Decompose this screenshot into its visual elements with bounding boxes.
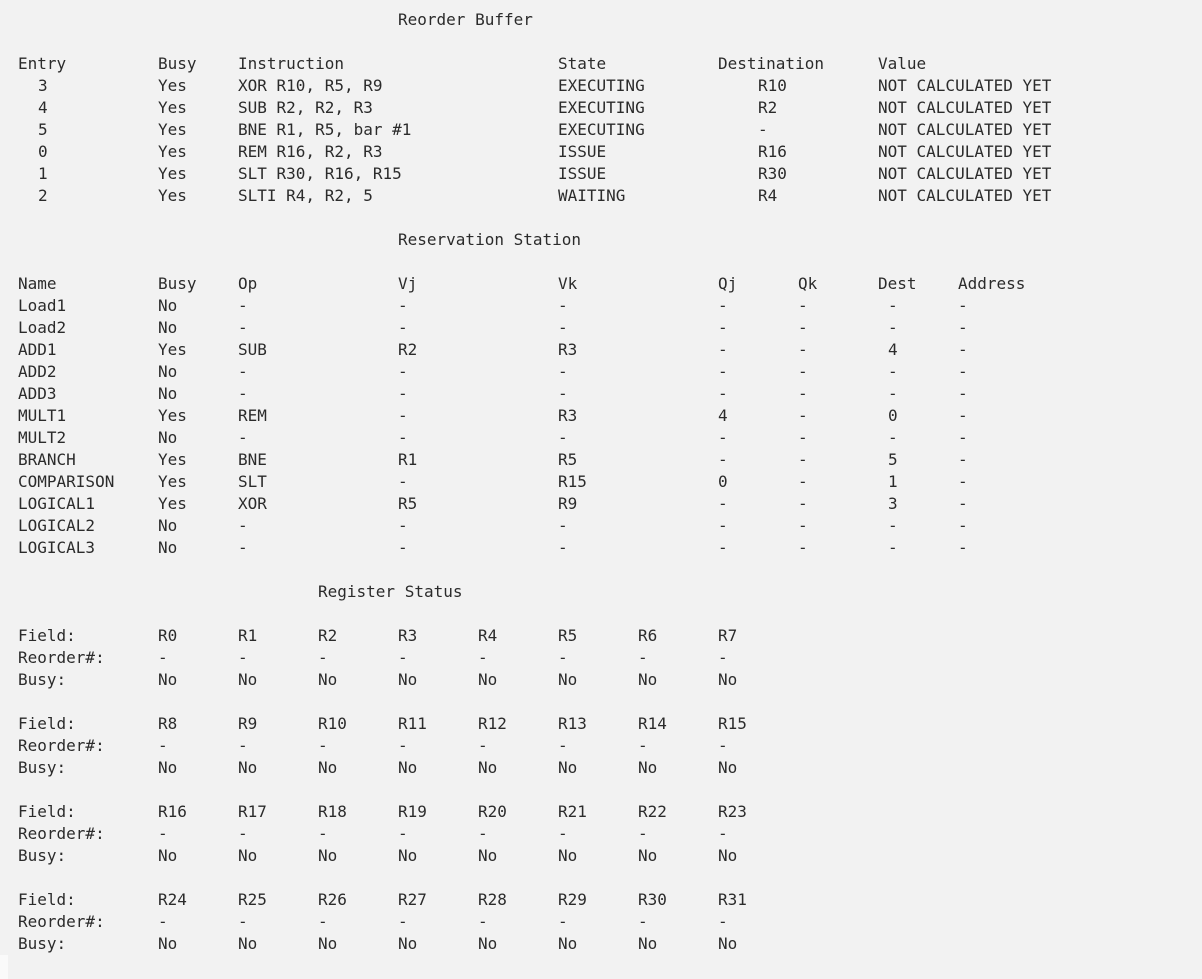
reg-busy: No — [318, 934, 338, 953]
rob-cell: Yes — [158, 98, 187, 117]
rs-cell: - — [958, 516, 968, 535]
reg-field: R20 — [478, 802, 507, 821]
rob-cell: 1 — [38, 164, 48, 183]
reg-busy: No — [558, 934, 578, 953]
rob-cell: XOR R10, R5, R9 — [238, 76, 383, 95]
rob-cell: ISSUE — [558, 142, 607, 161]
rob-cell: 2 — [38, 186, 48, 205]
rs-header-3: Vj — [398, 274, 418, 293]
reg-busy: No — [238, 934, 258, 953]
rs-cell: - — [888, 428, 898, 447]
rs-cell: R3 — [558, 406, 578, 425]
reg-field: R27 — [398, 890, 427, 909]
rs-cell: - — [958, 296, 968, 315]
rs-header-7: Dest — [878, 274, 917, 293]
rob-cell: Yes — [158, 186, 187, 205]
reg-field: R4 — [478, 626, 498, 645]
rs-cell: - — [558, 362, 568, 381]
rs-cell: - — [558, 538, 568, 557]
reg-reorder: - — [158, 912, 168, 931]
reg-reorder: - — [718, 824, 728, 843]
window-corner — [0, 955, 8, 979]
reg-field: R8 — [158, 714, 178, 733]
reg-field: R16 — [158, 802, 187, 821]
reg-field: R6 — [638, 626, 658, 645]
reg-busy: No — [558, 846, 578, 865]
rob-cell: WAITING — [558, 186, 626, 205]
rs-cell: - — [958, 494, 968, 513]
reg-field: R7 — [718, 626, 738, 645]
reg-field: R26 — [318, 890, 347, 909]
rs-cell: - — [558, 516, 568, 535]
rob-cell: R4 — [758, 186, 778, 205]
reg-busy: No — [638, 758, 658, 777]
rs-cell: - — [718, 538, 728, 557]
rob-cell: 3 — [38, 76, 48, 95]
reg-reorder: - — [158, 736, 168, 755]
reg-busy: No — [398, 758, 418, 777]
rs-cell: - — [798, 538, 808, 557]
rs-cell: 3 — [888, 494, 898, 513]
reg-reorder: - — [158, 648, 168, 667]
reg-field: R15 — [718, 714, 747, 733]
reg-busy: No — [638, 846, 658, 865]
rob-cell: 4 — [38, 98, 48, 117]
rs-cell: - — [798, 340, 808, 359]
reg-field: R0 — [158, 626, 178, 645]
rs-cell: - — [238, 516, 248, 535]
rs-cell: LOGICAL1 — [18, 494, 96, 513]
rs-cell: - — [958, 538, 968, 557]
reg-busy: No — [238, 670, 258, 689]
reg-reorder: - — [318, 736, 328, 755]
rob-cell: BNE R1, R5, bar #1 — [238, 120, 412, 139]
rs-cell: - — [718, 516, 728, 535]
rs-cell: Yes — [158, 406, 187, 425]
reg-field-label: Field: — [18, 802, 76, 821]
reg-reorder: - — [558, 824, 568, 843]
rs-cell: - — [798, 450, 808, 469]
reg-field: R2 — [318, 626, 338, 645]
rs-cell: No — [158, 362, 178, 381]
reg-field: R3 — [398, 626, 418, 645]
reg-reorder: - — [718, 912, 728, 931]
rs-header-2: Op — [238, 274, 258, 293]
rob-cell: - — [758, 120, 768, 139]
reg-reorder-label: Reorder#: — [18, 648, 105, 667]
rs-cell: 5 — [888, 450, 898, 469]
rob-cell: REM R16, R2, R3 — [238, 142, 383, 161]
rob-header-5: Value — [878, 54, 927, 73]
rs-cell: - — [958, 428, 968, 447]
rob-cell: EXECUTING — [558, 120, 645, 139]
rs-cell: - — [888, 516, 898, 535]
rs-cell: R2 — [398, 340, 418, 359]
rob-header-0: Entry — [18, 54, 67, 73]
rs-cell: - — [798, 494, 808, 513]
rob-cell: R30 — [758, 164, 787, 183]
rs-cell: MULT1 — [18, 406, 67, 425]
rob-cell: NOT CALCULATED YET — [878, 76, 1052, 95]
rs-cell: No — [158, 428, 178, 447]
rs-cell: No — [158, 296, 178, 315]
reg-reorder: - — [238, 912, 248, 931]
rs-cell: - — [718, 340, 728, 359]
rs-cell: - — [238, 428, 248, 447]
rs-cell: - — [558, 296, 568, 315]
reg-field: R22 — [638, 802, 667, 821]
rs-cell: SLT — [238, 472, 267, 491]
reg-reorder: - — [158, 824, 168, 843]
reg-reorder: - — [478, 736, 488, 755]
rob-cell: Yes — [158, 120, 187, 139]
reg-reorder: - — [398, 736, 408, 755]
rs-cell: - — [798, 296, 808, 315]
reg-busy: No — [478, 758, 498, 777]
reg-field-label: Field: — [18, 626, 76, 645]
rs-cell: - — [958, 472, 968, 491]
reg-field: R23 — [718, 802, 747, 821]
reg-reorder-label: Reorder#: — [18, 824, 105, 843]
rs-cell: REM — [238, 406, 267, 425]
rs-cell: - — [718, 428, 728, 447]
rs-cell: No — [158, 318, 178, 337]
rs-cell: - — [718, 362, 728, 381]
reg-reorder: - — [318, 824, 328, 843]
reg-field: R28 — [478, 890, 507, 909]
reg-reorder: - — [638, 824, 648, 843]
reg-field: R30 — [638, 890, 667, 909]
reg-busy: No — [158, 934, 178, 953]
rs-cell: - — [888, 538, 898, 557]
reg-field: R10 — [318, 714, 347, 733]
reg-field: R1 — [238, 626, 258, 645]
rob-cell: SLTI R4, R2, 5 — [238, 186, 373, 205]
rob-cell: SUB R2, R2, R3 — [238, 98, 373, 117]
rob-cell: ISSUE — [558, 164, 607, 183]
rs-cell: BRANCH — [18, 450, 76, 469]
reg-busy: No — [638, 670, 658, 689]
rs-cell: Yes — [158, 450, 187, 469]
reg-reorder: - — [638, 912, 648, 931]
rs-cell: BNE — [238, 450, 267, 469]
rs-cell: - — [558, 384, 568, 403]
rs-cell: R5 — [398, 494, 418, 513]
reg-field: R25 — [238, 890, 267, 909]
rob-header-3: State — [558, 54, 607, 73]
reg-busy: No — [718, 670, 738, 689]
rs-cell: - — [398, 318, 408, 337]
reg-field: R14 — [638, 714, 667, 733]
rs-cell: - — [718, 384, 728, 403]
reg-field: R21 — [558, 802, 587, 821]
reg-field: R29 — [558, 890, 587, 909]
rob-cell: Yes — [158, 76, 187, 95]
rob-cell: Yes — [158, 142, 187, 161]
rs-cell: R9 — [558, 494, 578, 513]
rs-cell: - — [798, 516, 808, 535]
rs-cell: - — [718, 318, 728, 337]
rs-cell: - — [238, 318, 248, 337]
rs-cell: - — [958, 362, 968, 381]
reg-reorder: - — [238, 736, 248, 755]
rs-cell: - — [888, 296, 898, 315]
reg-reorder: - — [318, 648, 328, 667]
rs-cell: XOR — [238, 494, 267, 513]
reg-reorder: - — [478, 648, 488, 667]
reg-busy-label: Busy: — [18, 934, 67, 953]
rob-cell: NOT CALCULATED YET — [878, 186, 1052, 205]
rs-cell: LOGICAL3 — [18, 538, 96, 557]
reg-busy: No — [318, 846, 338, 865]
rs-cell: - — [238, 538, 248, 557]
reg-reorder: - — [398, 648, 408, 667]
rs-cell: ADD3 — [18, 384, 57, 403]
rs-cell: Yes — [158, 494, 187, 513]
reg-reorder: - — [638, 648, 648, 667]
rob-cell: R2 — [758, 98, 778, 117]
rs-header-4: Vk — [558, 274, 578, 293]
rs-cell: No — [158, 384, 178, 403]
reg-field: R31 — [718, 890, 747, 909]
reg-field: R13 — [558, 714, 587, 733]
reg-busy: No — [558, 670, 578, 689]
rs-cell: R15 — [558, 472, 587, 491]
rs-cell: 1 — [888, 472, 898, 491]
rs-cell: - — [398, 472, 408, 491]
reg-reorder-label: Reorder#: — [18, 736, 105, 755]
reg-reorder: - — [398, 912, 408, 931]
reg-busy: No — [718, 934, 738, 953]
reg-reorder: - — [478, 912, 488, 931]
rs-header-6: Qk — [798, 274, 818, 293]
rs-cell: - — [798, 318, 808, 337]
rs-cell: ADD1 — [18, 340, 57, 359]
rob-header-1: Busy — [158, 54, 197, 73]
rs-cell: 0 — [718, 472, 728, 491]
reg-reorder: - — [558, 912, 568, 931]
reg-field: R12 — [478, 714, 507, 733]
reg-busy-label: Busy: — [18, 846, 67, 865]
rs-cell: - — [398, 516, 408, 535]
reg-busy: No — [158, 846, 178, 865]
reg-reorder: - — [478, 824, 488, 843]
rs-header-8: Address — [958, 274, 1026, 293]
rs-cell: - — [398, 406, 408, 425]
rs-cell: No — [158, 538, 178, 557]
reg-reorder: - — [638, 736, 648, 755]
reg-reorder: - — [718, 736, 728, 755]
rs-cell: - — [558, 428, 568, 447]
reg-field: R24 — [158, 890, 187, 909]
rs-cell: Yes — [158, 340, 187, 359]
rs-cell: LOGICAL2 — [18, 516, 96, 535]
rs-cell: R1 — [398, 450, 418, 469]
reg-busy: No — [318, 670, 338, 689]
reg-field-label: Field: — [18, 714, 76, 733]
rs-cell: - — [238, 384, 248, 403]
rs-cell: - — [958, 340, 968, 359]
reg-field: R17 — [238, 802, 267, 821]
rs-title: Reservation Station — [398, 230, 582, 249]
rs-cell: R3 — [558, 340, 578, 359]
reg-busy: No — [398, 670, 418, 689]
rs-cell: - — [398, 428, 408, 447]
rs-cell: - — [958, 318, 968, 337]
rs-cell: - — [718, 296, 728, 315]
rs-cell: - — [238, 296, 248, 315]
reg-field: R5 — [558, 626, 578, 645]
reg-reorder: - — [558, 648, 568, 667]
reg-busy: No — [638, 934, 658, 953]
rs-cell: - — [718, 450, 728, 469]
rs-cell: - — [718, 494, 728, 513]
reg-reorder: - — [238, 648, 248, 667]
rs-cell: - — [798, 384, 808, 403]
reg-reorder: - — [558, 736, 568, 755]
rob-cell: R16 — [758, 142, 787, 161]
rob-cell: Yes — [158, 164, 187, 183]
reg-busy: No — [158, 670, 178, 689]
rob-header-2: Instruction — [238, 54, 344, 73]
reg-field: R11 — [398, 714, 427, 733]
rs-cell: No — [158, 516, 178, 535]
reg-busy-label: Busy: — [18, 670, 67, 689]
rs-cell: - — [398, 538, 408, 557]
rs-cell: - — [888, 384, 898, 403]
rob-title: Reorder Buffer — [398, 10, 533, 29]
reg-busy-label: Busy: — [18, 758, 67, 777]
rob-cell: 5 — [38, 120, 48, 139]
rs-cell: - — [238, 362, 248, 381]
reg-busy: No — [158, 758, 178, 777]
reg-field-label: Field: — [18, 890, 76, 909]
rs-cell: - — [558, 318, 568, 337]
rs-cell: Yes — [158, 472, 187, 491]
rs-cell: - — [958, 406, 968, 425]
rob-cell: R10 — [758, 76, 787, 95]
rs-header-5: Qj — [718, 274, 738, 293]
rs-cell: - — [888, 362, 898, 381]
reg-field: R18 — [318, 802, 347, 821]
rs-cell: R5 — [558, 450, 578, 469]
reg-reorder: - — [238, 824, 248, 843]
rs-cell: - — [958, 384, 968, 403]
reg-reorder: - — [318, 912, 328, 931]
rs-cell: ADD2 — [18, 362, 57, 381]
reg-reorder: - — [398, 824, 408, 843]
rs-cell: Load1 — [18, 296, 67, 315]
reg-busy: No — [478, 934, 498, 953]
reg-field: R19 — [398, 802, 427, 821]
rs-cell: - — [798, 428, 808, 447]
rs-cell: SUB — [238, 340, 267, 359]
rob-header-4: Destination — [718, 54, 824, 73]
reg-title: Register Status — [318, 582, 463, 601]
rob-cell: 0 — [38, 142, 48, 161]
rs-cell: - — [958, 450, 968, 469]
rs-header-0: Name — [18, 274, 57, 293]
reg-busy: No — [558, 758, 578, 777]
rob-cell: NOT CALCULATED YET — [878, 98, 1052, 117]
rs-cell: - — [888, 318, 898, 337]
reg-reorder-label: Reorder#: — [18, 912, 105, 931]
reg-busy: No — [718, 846, 738, 865]
reg-busy: No — [478, 846, 498, 865]
rs-cell: 4 — [718, 406, 728, 425]
rs-cell: - — [398, 296, 408, 315]
rs-cell: MULT2 — [18, 428, 67, 447]
rs-cell: 4 — [888, 340, 898, 359]
reg-busy: No — [398, 846, 418, 865]
rob-cell: NOT CALCULATED YET — [878, 164, 1052, 183]
rs-cell: Load2 — [18, 318, 67, 337]
rob-cell: EXECUTING — [558, 76, 645, 95]
rob-cell: EXECUTING — [558, 98, 645, 117]
reg-field: R9 — [238, 714, 258, 733]
reg-busy: No — [238, 846, 258, 865]
rs-cell: - — [398, 384, 408, 403]
reg-busy: No — [478, 670, 498, 689]
rob-cell: NOT CALCULATED YET — [878, 120, 1052, 139]
reg-busy: No — [318, 758, 338, 777]
rs-cell: - — [798, 362, 808, 381]
rob-cell: SLT R30, R16, R15 — [238, 164, 402, 183]
rs-cell: - — [798, 406, 808, 425]
reg-busy: No — [718, 758, 738, 777]
reg-busy: No — [398, 934, 418, 953]
reg-busy: No — [238, 758, 258, 777]
reg-reorder: - — [718, 648, 728, 667]
rs-cell: - — [798, 472, 808, 491]
rs-header-1: Busy — [158, 274, 197, 293]
rob-cell: NOT CALCULATED YET — [878, 142, 1052, 161]
rs-cell: 0 — [888, 406, 898, 425]
rs-cell: COMPARISON — [18, 472, 115, 491]
rs-cell: - — [398, 362, 408, 381]
